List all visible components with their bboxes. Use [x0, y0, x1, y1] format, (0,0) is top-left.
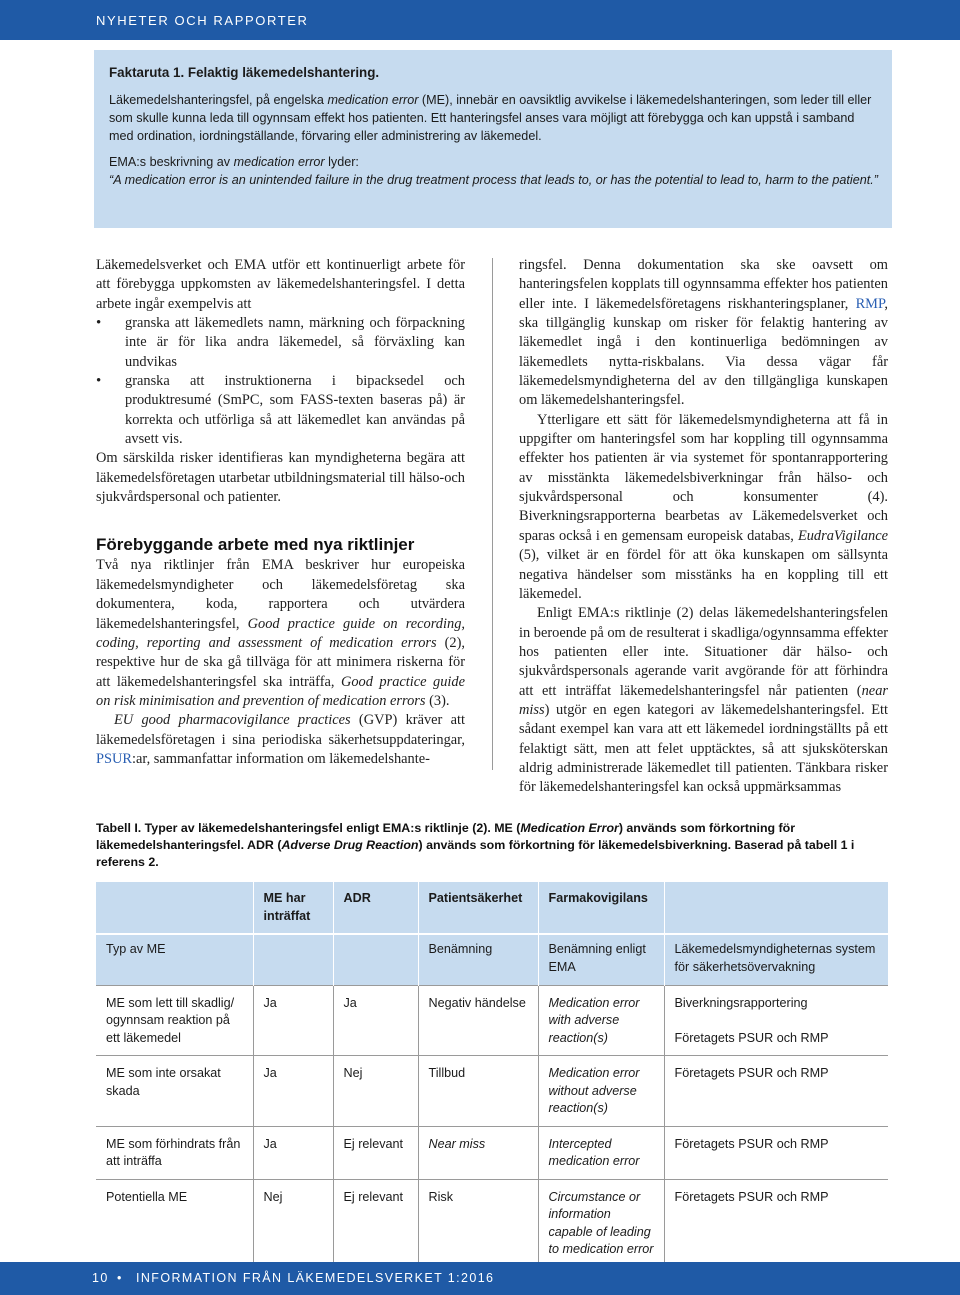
text-run: Läkemedelshanteringsfel, på engelska	[109, 93, 328, 107]
table-cell: Ja	[253, 1056, 333, 1127]
table-row	[96, 1056, 888, 1127]
text-run-italic: Adverse Drug Reaction	[281, 838, 419, 852]
text-run-italic: Medication Error	[520, 821, 619, 835]
table-subheader-cell: Benämning	[418, 934, 538, 985]
table-cell: Risk	[418, 1179, 538, 1267]
text-run: ) används som förkortning för läkemedelsbiverkning. Baserad på tabell 1 i referens 2.	[96, 838, 855, 869]
table-cell: Medication error without adverse reaction(s)	[538, 1056, 664, 1127]
text-run: (2), respektive hur de ska gå tillväga för att minimera riskerna för att läkemedelshanteringsfel ska inträffa,	[96, 634, 466, 690]
table-cell: Medication error with adverse reaction(s)	[538, 985, 664, 1056]
me-types-table	[96, 882, 888, 1268]
text-run-italic: EudraVigilance	[797, 527, 888, 544]
rmp-link[interactable]: RMP	[855, 295, 885, 312]
paragraph	[96, 556, 465, 711]
table-cell: Intercepted medication error	[538, 1126, 664, 1179]
fact-box-quote: “A medication error is an unintended failure in the drug treatment process that leads to, or has the potential to lead to, harm to the patient.”	[109, 173, 878, 187]
table-row	[96, 1126, 888, 1179]
text-run-italic: near miss	[519, 682, 888, 718]
table-cell: Nej	[333, 1056, 418, 1127]
table-cell: Ej relevant	[333, 1126, 418, 1179]
list-item: • granska att instruktionerna i bipacksedel och produktresumé (SmPC, som FASS-texten baseras på) är korrekta och utförliga så att läkemedlet kan användas på avsett vis.	[96, 372, 465, 449]
table-cell: Företagets PSUR och RMP	[664, 1126, 888, 1179]
table-header-cell: Farmakovigilans	[538, 882, 664, 934]
publication-title: INFORMATION FRÅN LÄKEMEDELSVERKET 1:2016	[136, 1271, 495, 1285]
table-row	[96, 1179, 888, 1267]
paragraph	[519, 256, 888, 411]
table-header-cell: Patientsäkerhet	[418, 882, 538, 934]
text-run: ) används som förkortning för läkemedelshanteringsfel. ADR (	[96, 821, 796, 852]
fact-box	[94, 50, 892, 228]
text-run: Ytterligare ett sätt för läkemedelsmyndigheterna att få in uppgifter om hanteringsfel som har koppling till ogynnsamma effekter hos patienten är via systemet för spontanrapportering av misstänkta läkemedelsbiverkningar från hälso- och sjukvårdspersonal och konsumenter (4). Biverkningsrapporterna bearbetas av Läkemedelsverket och sparas också i en gemensam europeisk databas,	[519, 411, 888, 544]
body-column-left	[96, 256, 465, 769]
text-run: Två nya riktlinjer från EMA beskriver hur europeiska läkemedelsmyndigheter och läkemedelsföretag ska dokumentera, koda, rapportera och utvärdera läkemedelshanteringsfel,	[96, 557, 465, 632]
list-item: • granska att läkemedlets namn, märkning och förpackning inte är för lika andra läkemedel, så förväxling kan undvikas	[96, 314, 465, 372]
section-header-bar	[0, 0, 960, 40]
table-cell: Tillbud	[418, 1056, 538, 1127]
table-cell: Ja	[333, 985, 418, 1056]
text-run: (GVP) kräver att läkemedelsföretagen i sina periodiska säkerhetsuppdateringar,	[96, 712, 465, 748]
table-cell: Negativ händelse	[418, 985, 538, 1056]
text-run: EMA:s beskrivning av	[109, 155, 234, 169]
table-cell: Near miss	[418, 1126, 538, 1179]
psur-link[interactable]: PSUR	[96, 750, 132, 767]
fact-box-title: Faktaruta 1. Felaktig läkemedelshantering.	[109, 65, 380, 80]
table-cell: Ej relevant	[333, 1179, 418, 1267]
paragraph	[96, 711, 465, 769]
table-cell: Företagets PSUR och RMP	[664, 1056, 888, 1127]
text-run-italic: Good practice guide on risk minimisation and prevention of medication errors	[96, 673, 465, 709]
table-header-cell	[664, 882, 888, 934]
body-column-right	[519, 256, 888, 798]
table-cell: Circumstance or information capable of leading to medication error	[538, 1179, 664, 1267]
text-run-italic: medication error	[233, 155, 325, 169]
text-run-italic: medication error	[327, 93, 419, 107]
table-header-cell: ADR	[333, 882, 418, 934]
table-cell	[664, 985, 888, 1056]
table-cell: ME som lett till skadlig/ ogynnsam reaktion på ett läkemedel	[96, 985, 253, 1056]
table-subheader-cell	[333, 934, 418, 985]
text-run: Enligt EMA:s riktlinje (2) delas läkemedelshanteringsfelen in beroende på om de resulterat i skadliga/ogynnsamma effekter hos patienten eller inte. Situationer där hälso- och sjukvårdspersonals agerande varit avgörande för att förhindra att ett inträffat läkemedelshanteringsfel når patienten (	[519, 605, 888, 699]
table-cell: Potentiella ME	[96, 1179, 253, 1267]
text-run: ringsfel. Denna dokumentation ska ske oavsett om hanteringsfelen kopplats till ogynnsamma effekter hos patienten eller inte. I läkemedelsföretagens riskhanteringsplaner,	[519, 257, 888, 312]
table-cell-line: Företagets PSUR och RMP	[674, 1030, 829, 1045]
table-subheader-row	[96, 934, 888, 985]
table-cell: Ja	[253, 985, 333, 1056]
column-divider	[492, 258, 493, 770]
text-run: (5), vilket är en fördel för att öka kunskapen om sällsynta negativa händelser som misstänks ha en koppling till ett läkemedel.	[519, 547, 888, 602]
footer-bullet: •	[117, 1271, 123, 1285]
text-run: ) utgör en egen kategori av läkemedelshanteringsfel. Ett sådant exempel kan vara att ett läkemedel iordningställts på ett felaktigt sätt, men att felet upptäcktes, så att sjuksköterskan aldrig administrerade läkemedlet till patienten. Tänkbara risker för läkemedelshanteringsfel kan också uppmärksammas	[519, 701, 888, 796]
text-run: (ME), innebär en oavsiktlig avvikelse i läkemedelshanteringen, som leder till eller som skulle kunna leda till ogynnsam effekt hos patienten. Ett hanteringsfel anses vara möjligt att förebygga och kan uppstå i samband med ordination, iordningställande, förvaring eller administrering av läkemedel.	[109, 93, 872, 143]
table-subheader-cell: Typ av ME	[96, 934, 253, 985]
bullet-list	[96, 314, 465, 449]
table-cell: Nej	[253, 1179, 333, 1267]
table-cell: Företagets PSUR och RMP	[664, 1179, 888, 1267]
table-header-cell: ME har inträffat	[253, 882, 333, 934]
paragraph: Om särskilda risker identifieras kan myndigheterna begära att läkemedelsföretagen utarbetar utbildningsmaterial till hälso-och sjukvårdspersonal och patienter.	[96, 450, 465, 506]
footer-bar	[0, 1262, 960, 1295]
table-cell: ME som förhindrats från att inträffa	[96, 1126, 253, 1179]
table-caption	[96, 820, 888, 871]
text-run: (3).	[425, 692, 450, 709]
table-subheader-cell: Läkemedelsmyndigheternas system för säkerhetsövervakning	[664, 934, 888, 985]
paragraph: Läkemedelsverket och EMA utför ett kontinuerligt arbete för att förebygga uppkomsten av läkemedelshanteringsfel. I detta arbete ingår exempelvis att	[96, 257, 465, 312]
page-number: 10	[92, 1271, 109, 1285]
text-run: lyder:	[324, 155, 359, 169]
text-run: :ar, sammanfattar information om läkemedelshante-	[132, 750, 430, 767]
section-heading: Förebyggande arbete med nya riktlinjer	[96, 535, 415, 555]
paragraph	[519, 411, 888, 604]
text-run: , ska tillgänglig kunskap om risker för felaktig hantering av läkemedlet ingå i den kontinuerliga bedömningen av läkemedlets nytta-riskbalans. Via dessa vägar får läkemedelsmyndigheterna del av den tillgängliga kunskapen om läkemedelshanteringsfel.	[519, 295, 888, 409]
text-run-italic: EU good pharmacovigilance practices	[114, 712, 351, 729]
text-run-italic: Good practice guide on recording, coding, reporting and assessment of medication errors	[96, 615, 465, 651]
table-row	[96, 985, 888, 1056]
fact-box-ema-intro	[109, 153, 878, 171]
table-cell: ME som inte orsakat skada	[96, 1056, 253, 1127]
table-subheader-cell	[253, 934, 333, 985]
table-subheader-cell: Benämning enligt EMA	[538, 934, 664, 985]
table-header-cell	[96, 882, 253, 934]
table-cell-spacer	[675, 1012, 879, 1030]
table-header-row	[96, 882, 888, 934]
table-cell: Ja	[253, 1126, 333, 1179]
section-title: NYHETER OCH RAPPORTER	[96, 13, 309, 28]
table-cell-line: Biverkningsrapportering	[674, 995, 808, 1010]
text-run: Tabell I. Typer av läkemedelshanteringsfel enligt EMA:s riktlinje (2). ME (	[96, 821, 521, 835]
fact-box-definition	[109, 91, 878, 145]
paragraph	[519, 604, 888, 797]
